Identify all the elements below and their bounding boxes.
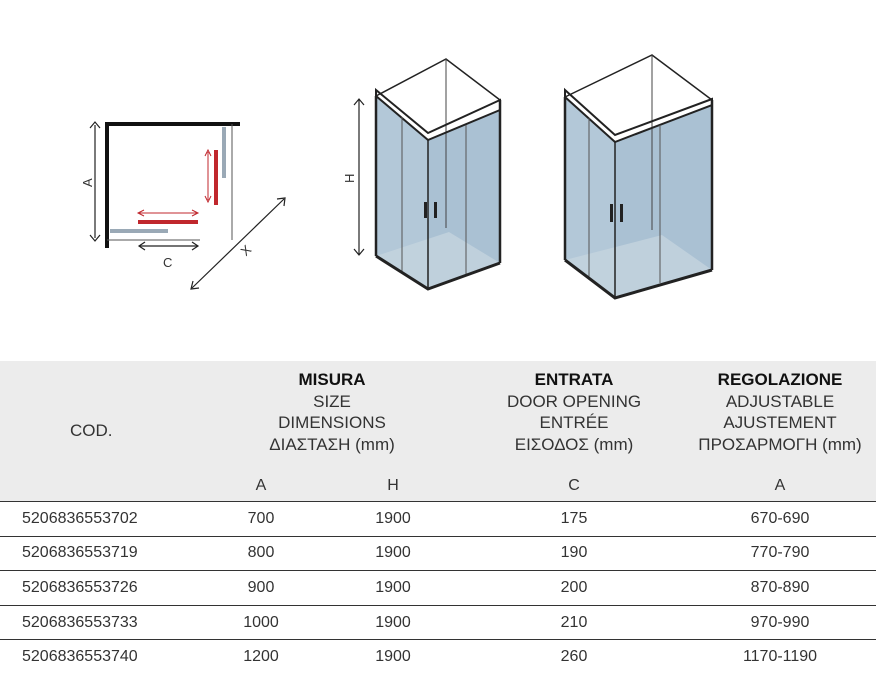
size-header-fr: DIMENSIONS xyxy=(278,413,386,432)
adjustable-header-en: ADJUSTABLE xyxy=(725,391,835,411)
square-enclosure-illustration xyxy=(376,59,500,289)
table-row xyxy=(0,536,876,571)
dim-label-c: C xyxy=(163,255,173,270)
adjustable-header xyxy=(684,361,876,470)
row-c: 260 xyxy=(464,640,684,674)
row-h: 1900 xyxy=(322,536,464,571)
row-a: 1000 xyxy=(200,605,322,640)
door-opening-header-en: DOOR OPENING xyxy=(506,391,642,411)
row-c: 210 xyxy=(464,605,684,640)
row-adj: 870-890 xyxy=(684,571,876,606)
rectangular-enclosure-illustration xyxy=(565,55,712,298)
door-opening-header-fr: ENTRÉE xyxy=(539,413,609,432)
row-a: 700 xyxy=(200,502,322,537)
row-c: 190 xyxy=(464,536,684,571)
row-h: 1900 xyxy=(322,502,464,537)
subheader-adj-a: A xyxy=(684,470,876,502)
row-h: 1900 xyxy=(322,571,464,606)
adjustable-header-it: REGOLAZIONE xyxy=(717,370,843,389)
row-code: 5206836553726 xyxy=(0,571,200,606)
adjustable-header-gr: ΠΡΟΣΑΡΜΟΓΗ (mm) xyxy=(698,434,862,454)
subheader-h: H xyxy=(322,470,464,502)
subheader-c: C xyxy=(464,470,684,502)
dim-label-h: H xyxy=(342,173,357,183)
subheader-a: A xyxy=(200,470,322,502)
dim-label-x: X xyxy=(237,241,255,259)
row-adj: 970-990 xyxy=(684,605,876,640)
row-h: 1900 xyxy=(322,640,464,674)
door-opening-header xyxy=(464,361,684,470)
size-header-en: SIZE xyxy=(313,391,351,411)
table-row xyxy=(0,502,876,537)
table-row xyxy=(0,605,876,640)
adjustable-header-fr: AJUSTEMENT xyxy=(723,413,837,432)
door-opening-header-it: ENTRATA xyxy=(534,370,614,389)
row-code: 5206836553719 xyxy=(0,536,200,571)
plan-view xyxy=(80,122,285,289)
row-adj: 770-790 xyxy=(684,536,876,571)
spec-table xyxy=(0,361,876,674)
row-adj: 670-690 xyxy=(684,502,876,537)
row-c: 175 xyxy=(464,502,684,537)
dim-label-a: A xyxy=(80,178,95,187)
row-h: 1900 xyxy=(322,605,464,640)
row-c: 200 xyxy=(464,571,684,606)
size-header-gr: ΔΙΑΣΤΑΣΗ (mm) xyxy=(269,434,395,454)
height-dimension xyxy=(342,99,364,255)
table-row xyxy=(0,571,876,606)
row-code: 5206836553702 xyxy=(0,502,200,537)
door-opening-header-gr: ΕΙΣΟΔΟΣ (mm) xyxy=(514,434,634,454)
size-header xyxy=(200,361,464,470)
row-adj: 1170-1190 xyxy=(684,640,876,674)
size-header-it: MISURA xyxy=(298,370,366,389)
row-code: 5206836553733 xyxy=(0,605,200,640)
row-a: 1200 xyxy=(200,640,322,674)
table-row xyxy=(0,640,876,674)
table-header-row xyxy=(0,361,876,470)
code-header: COD. xyxy=(0,361,200,502)
row-a: 800 xyxy=(200,536,322,571)
row-a: 900 xyxy=(200,571,322,606)
row-code: 5206836553740 xyxy=(0,640,200,674)
